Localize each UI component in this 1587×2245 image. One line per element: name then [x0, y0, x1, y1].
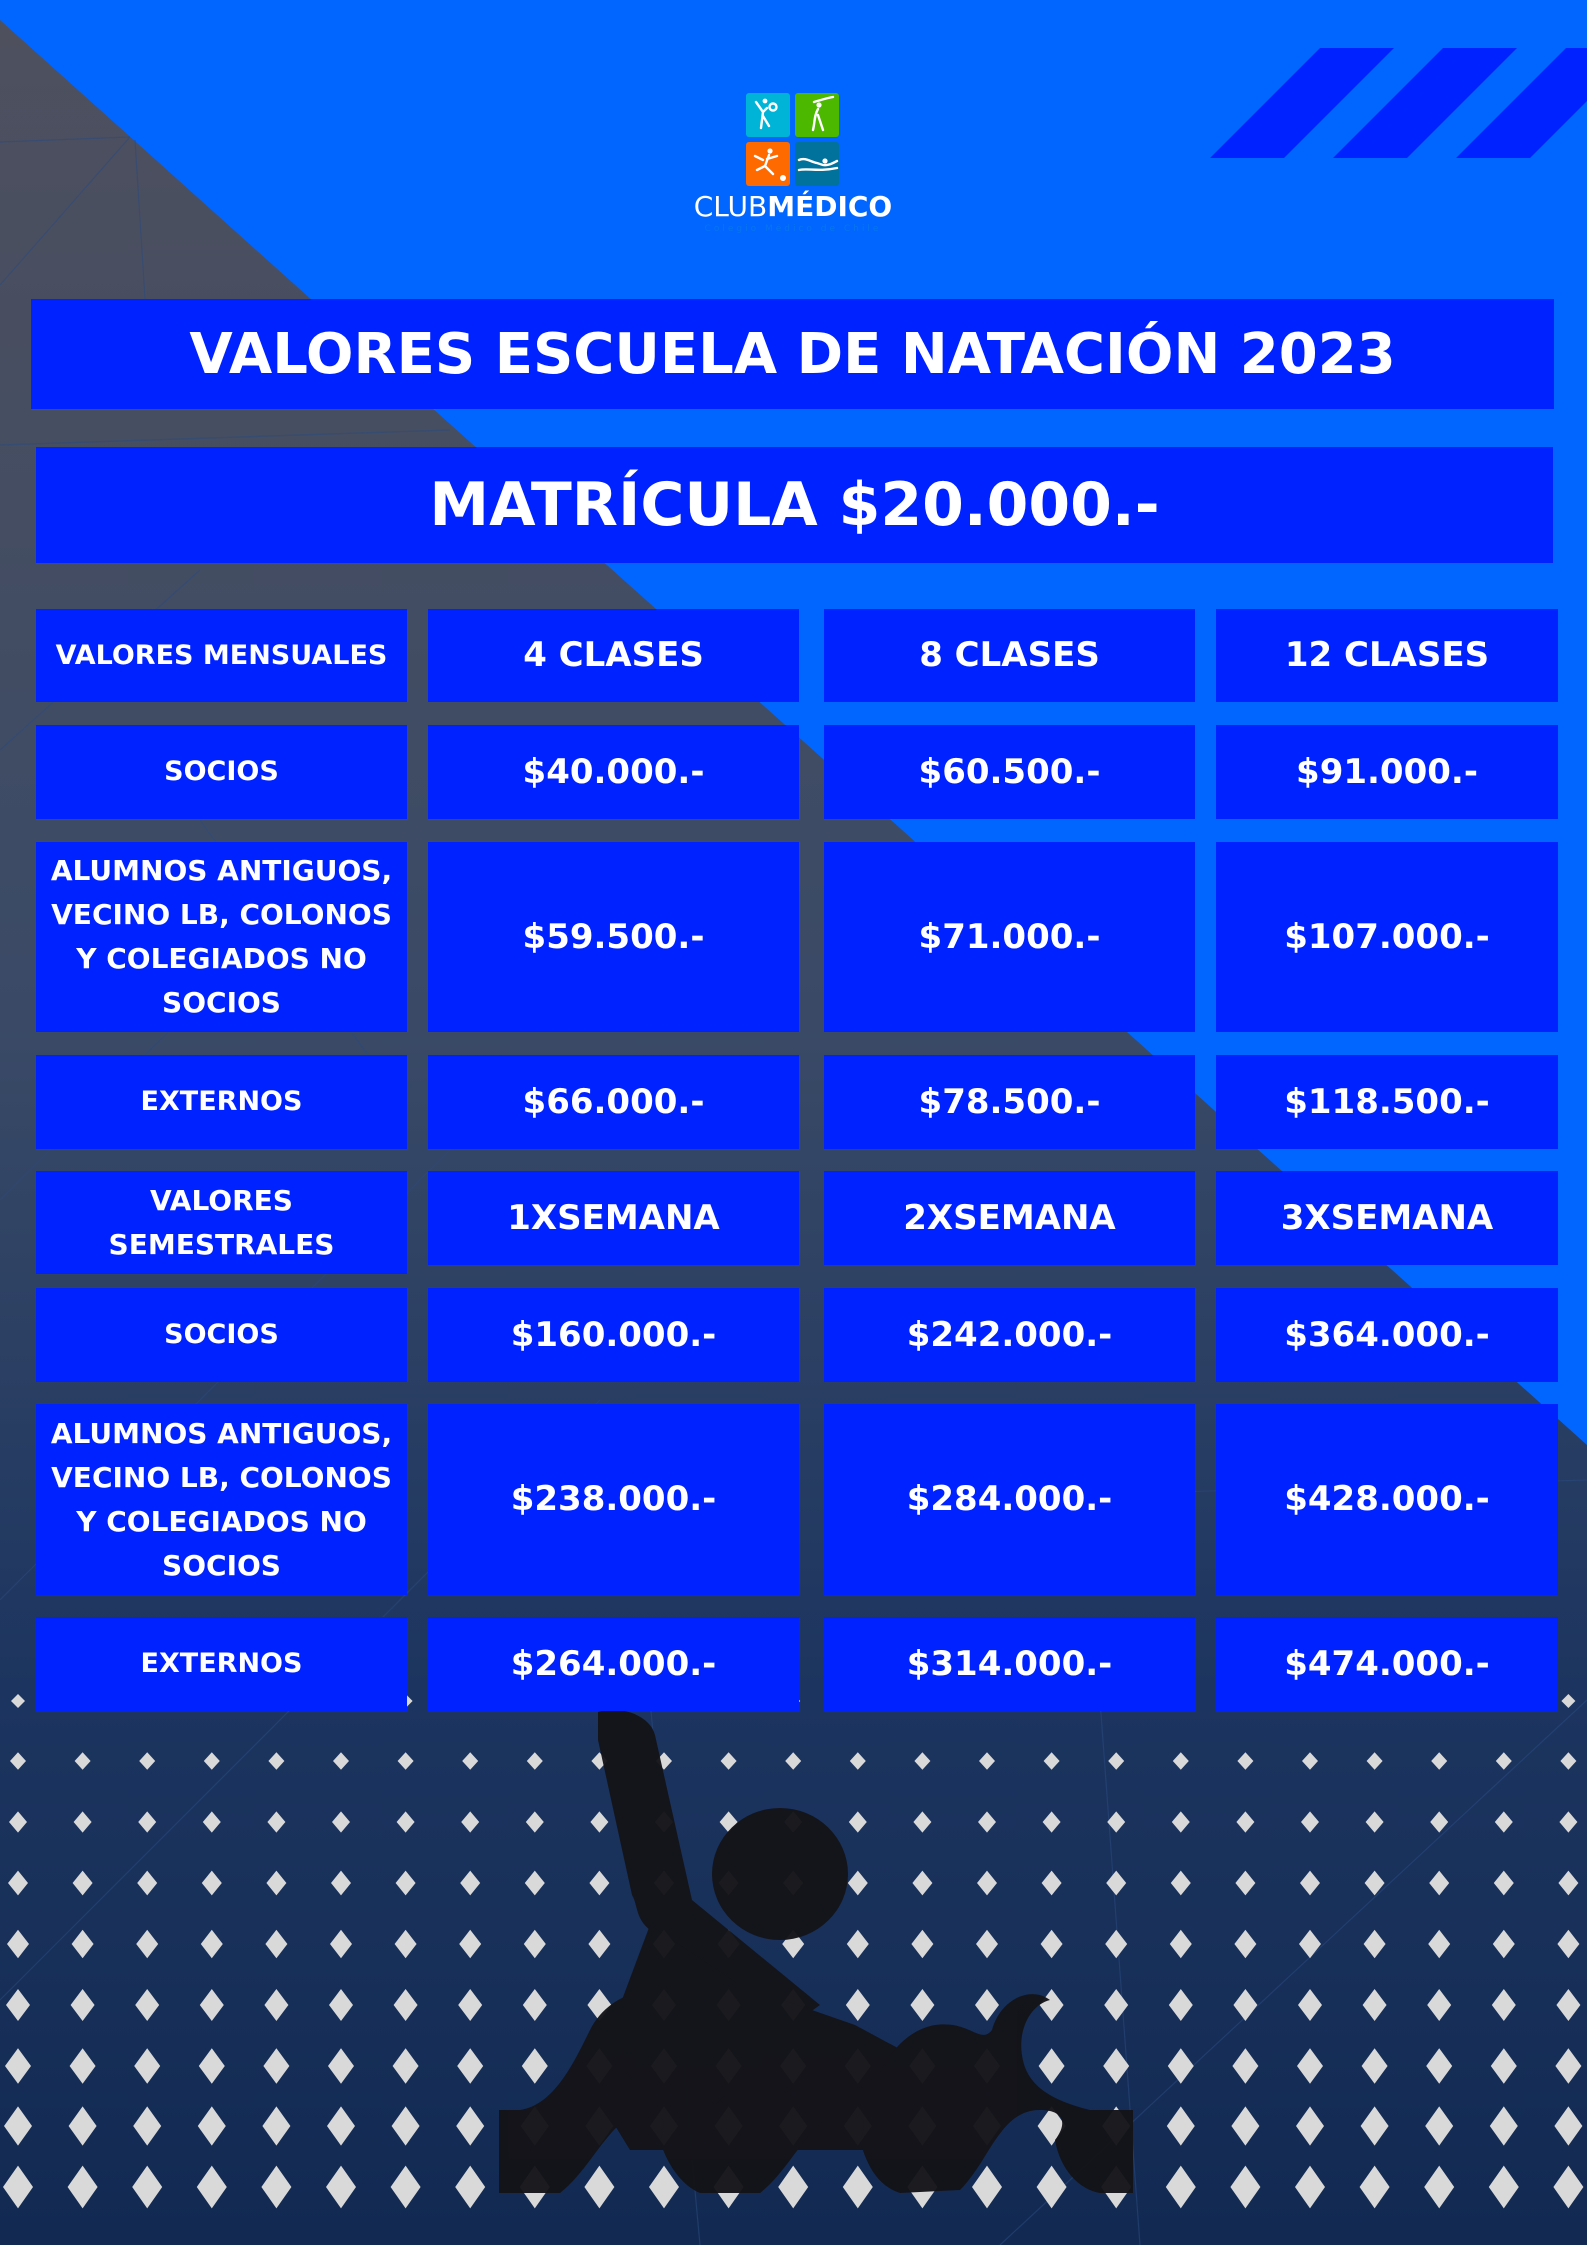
logo-word-club: CLUB [693, 190, 768, 223]
price-cell: $66.000.- [428, 1055, 799, 1149]
price-cell: $60.500.- [824, 725, 1195, 819]
price-cell: $160.000.- [428, 1288, 799, 1382]
logo-word-medico: MÉDICO [767, 190, 893, 223]
price-cell: $474.000.- [1216, 1617, 1558, 1711]
price-cell: $284.000.- [824, 1404, 1195, 1595]
row-label-alumnos-antiguos-semestral: ALUMNOS ANTIGUOS, VECINO LB, COLONOS Y COLEGIADOS NO SOCIOS [36, 1404, 407, 1595]
header-1xsemana: 1XSEMANA [428, 1171, 799, 1265]
price-cell: $59.500.- [428, 842, 799, 1032]
header-2xsemana: 2XSEMANA [824, 1171, 1195, 1265]
swimmer-head [712, 1808, 848, 1940]
price-cell: $238.000.- [428, 1404, 799, 1595]
logo-wordmark [693, 190, 893, 223]
page-title: VALORES ESCUELA DE NATACIÓN 2023 [31, 299, 1554, 409]
header-4-clases: 4 CLASES [428, 609, 799, 702]
logo-subtitle: Colegio Médico de Chile [704, 224, 882, 234]
enrollment-fee-banner: MATRÍCULA $20.000.- [36, 447, 1553, 563]
price-cell: $107.000.- [1216, 842, 1558, 1032]
row-label-externos-semestral: EXTERNOS [36, 1617, 407, 1711]
price-cell: $428.000.- [1216, 1404, 1558, 1595]
price-cell: $314.000.- [824, 1617, 1195, 1711]
price-cell: $118.500.- [1216, 1055, 1558, 1149]
header-8-clases: 8 CLASES [824, 609, 1195, 702]
header-valores-mensuales: VALORES MENSUALES [36, 609, 407, 702]
row-label-socios-mensual: SOCIOS [36, 725, 407, 819]
row-label-externos-mensual: EXTERNOS [36, 1055, 407, 1149]
price-cell: $364.000.- [1216, 1288, 1558, 1382]
price-cell: $40.000.- [428, 725, 799, 819]
price-cell: $264.000.- [428, 1617, 799, 1711]
row-label-alumnos-antiguos-mensual: ALUMNOS ANTIGUOS, VECINO LB, COLONOS Y COLEGIADOS NO SOCIOS [36, 842, 407, 1032]
price-cell: $91.000.- [1216, 725, 1558, 819]
header-valores-semestrales: VALORES SEMESTRALES [36, 1171, 407, 1274]
header-3xsemana: 3XSEMANA [1216, 1171, 1558, 1265]
row-label-socios-semestral: SOCIOS [36, 1288, 407, 1382]
price-cell: $71.000.- [824, 842, 1195, 1032]
header-12-clases: 12 CLASES [1216, 609, 1558, 702]
logo-sport-glyphs [693, 90, 893, 190]
price-cell: $78.500.- [824, 1055, 1195, 1149]
price-cell: $242.000.- [824, 1288, 1195, 1382]
club-medico-logo [693, 90, 893, 234]
